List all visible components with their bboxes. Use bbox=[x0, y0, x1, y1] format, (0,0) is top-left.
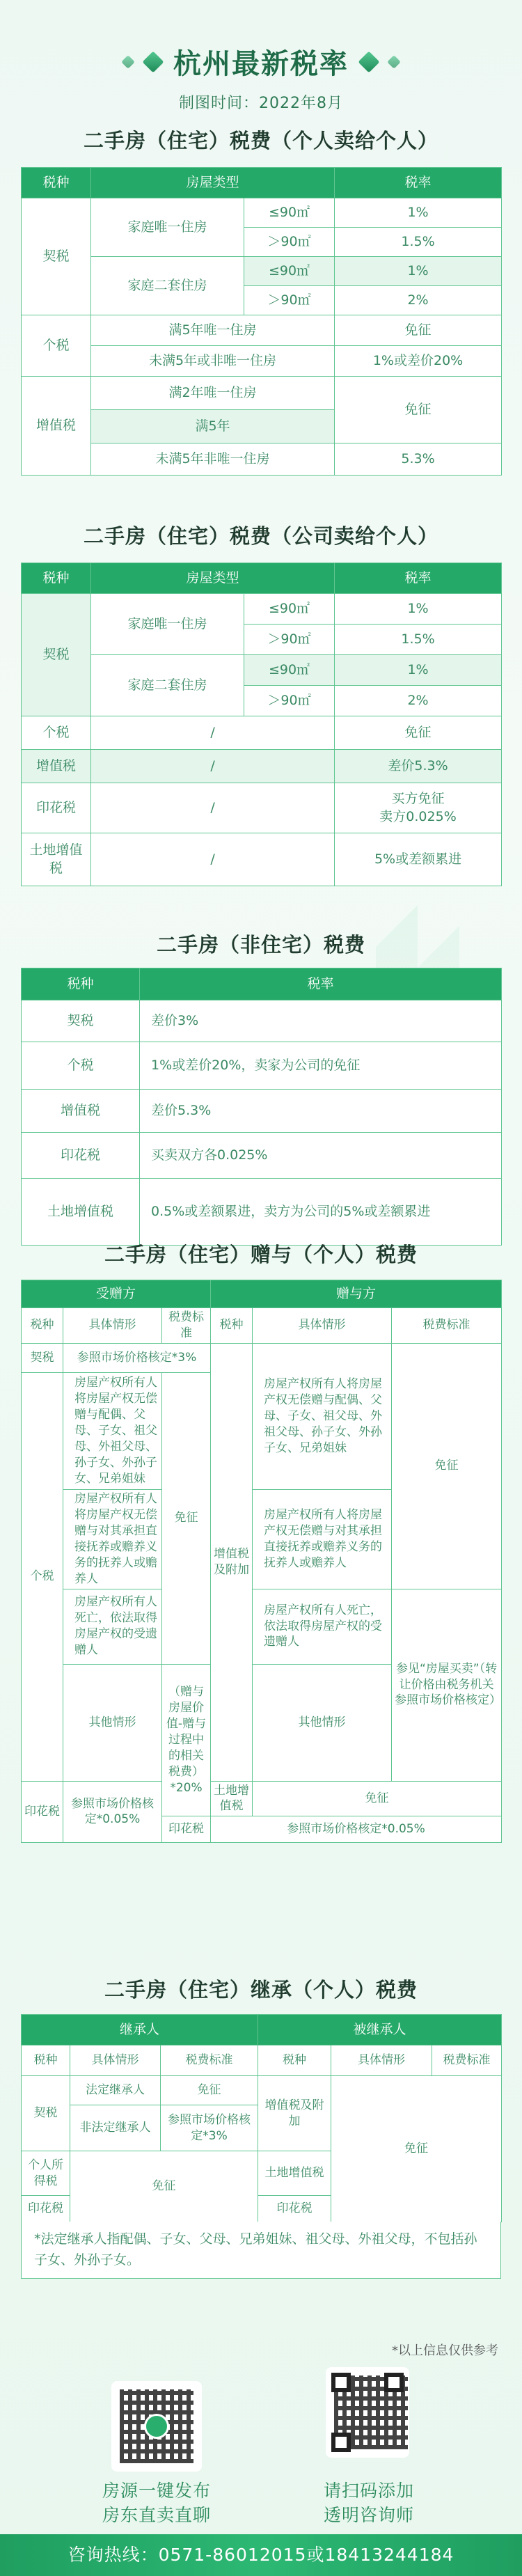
cell-rate: 免征 bbox=[392, 1343, 502, 1589]
cell-condition: / bbox=[91, 833, 335, 886]
th-situation: 具体情形 bbox=[253, 1308, 392, 1344]
cell-area: ≤90㎡ bbox=[244, 257, 335, 286]
inheritance-note: *法定继承人指配偶、子女、父母、兄弟姐妹、祖父母、外祖父母，不包括孙子女、外孙子女。 bbox=[21, 2222, 501, 2279]
table-non-residential bbox=[21, 968, 502, 1246]
table-gift bbox=[21, 1280, 502, 1843]
cell-area: ≤90㎡ bbox=[244, 655, 335, 686]
cell-rate: 参照市场价格核定*3% bbox=[63, 1343, 211, 1372]
cell-situation: 房屋产权所有人死亡，依法取得房屋产权的受遗赠人 bbox=[63, 1589, 162, 1664]
cell-rate: 1% bbox=[335, 655, 502, 686]
cell-income-tax: 个税 bbox=[22, 1042, 140, 1090]
cell-rate: 免征 bbox=[253, 1781, 502, 1816]
caption-line: 房东直卖直聊 bbox=[102, 2505, 211, 2525]
cell-income-tax: 个税 bbox=[22, 315, 91, 377]
cell-area: ≤90㎡ bbox=[244, 198, 335, 228]
cell-rate: 免征 bbox=[161, 2076, 258, 2105]
cell-condition: 满5年唯一住房 bbox=[91, 315, 335, 346]
cell-rate: 1.5% bbox=[335, 625, 502, 655]
section-title-5: 二手房（住宅）继承（个人）税费 bbox=[104, 1978, 418, 2002]
cell-situation: 房屋产权所有人将房屋产权无偿赠与对其承担直接抚养或赡养义务的抚养人或赡养人 bbox=[63, 1489, 162, 1589]
cell-situation: 房屋产权所有人死亡，依法取得房屋产权的受遗赠人 bbox=[253, 1589, 392, 1664]
cell-situation: 法定继承人 bbox=[70, 2076, 161, 2105]
cell-situation: 其他情形 bbox=[63, 1664, 162, 1781]
cell-rate: （赠与房屋价值-赠与过程中的相关税费）*20% bbox=[162, 1664, 211, 1816]
table-inheritance bbox=[21, 2014, 502, 2222]
cell-condition: 未满5年非唯一住房 bbox=[91, 443, 335, 476]
cell-condition: 满2年唯一住房 bbox=[91, 377, 335, 410]
table-personal-to-personal bbox=[21, 167, 502, 476]
th-deceased: 被继承人 bbox=[258, 2015, 502, 2045]
cell-land-vat: 土地增值税 bbox=[211, 1781, 253, 1816]
th-situation: 具体情形 bbox=[63, 1308, 162, 1344]
diamond-icon bbox=[121, 55, 135, 69]
cell-land-vat: 土地增值税 bbox=[22, 833, 91, 886]
cell-vat-surcharge: 增值税及附加 bbox=[211, 1343, 253, 1781]
section-title-4: 二手房（住宅）赠与（个人）税费 bbox=[104, 1243, 418, 1266]
th-standard: 税费标准 bbox=[162, 1308, 211, 1344]
cell-rate: 免征 bbox=[162, 1372, 211, 1664]
cell-income-tax: 个税 bbox=[22, 716, 91, 750]
cell-income-tax: 个税 bbox=[22, 1372, 63, 1781]
th-rate: 税率 bbox=[335, 168, 502, 198]
cell-rate: 差价5.3% bbox=[335, 750, 502, 783]
cell-rate: 1% bbox=[335, 257, 502, 286]
th-rate: 税率 bbox=[335, 563, 502, 594]
caption-line: 请扫码添加 bbox=[323, 2481, 414, 2501]
th-rate: 税率 bbox=[140, 968, 502, 1000]
cell-situation: 其他情形 bbox=[253, 1664, 392, 1781]
cell-stamp-tax: 印花税 bbox=[258, 2196, 331, 2222]
cell-condition: 未满5年或非唯一住房 bbox=[91, 346, 335, 377]
cell-condition: / bbox=[91, 783, 335, 833]
hotline-bar: 咨询热线：0571-86012015或18413244184 bbox=[0, 2534, 522, 2576]
th-situation: 具体情形 bbox=[331, 2045, 432, 2076]
table-company-to-personal bbox=[21, 563, 502, 886]
cell-rate: 5%或差额累进 bbox=[335, 833, 502, 886]
cell-situation: 房屋产权所有人将房屋产权无偿赠与配偶、父母、子女、祖父母、外祖父母、孙子女、外孙子女、兄弟姐妹 bbox=[253, 1343, 392, 1489]
cell-vat: 增值税 bbox=[22, 750, 91, 783]
qr-corner bbox=[331, 2433, 351, 2452]
cell-area: ＞90㎡ bbox=[244, 686, 335, 716]
diamond-icon bbox=[387, 55, 401, 69]
cell-vat: 增值税 bbox=[22, 1090, 140, 1133]
cell-stamp-tax: 印花税 bbox=[22, 783, 91, 833]
cell-stamp-tax: 印花税 bbox=[22, 2196, 70, 2222]
th-tax-type: 税种 bbox=[22, 968, 140, 1000]
cell-condition: / bbox=[91, 750, 335, 783]
cell-rate: 参照市场价格核定*0.05% bbox=[211, 1816, 502, 1843]
cell-condition: 满5年 bbox=[91, 410, 335, 443]
cell-income-tax: 个人所得税 bbox=[22, 2151, 70, 2196]
cell-only-home: 家庭唯一住房 bbox=[91, 198, 244, 257]
th-situation: 具体情形 bbox=[70, 2045, 161, 2076]
cell-rate: 免征 bbox=[335, 377, 502, 443]
cell-area: ＞90㎡ bbox=[244, 625, 335, 655]
section-title-2: 二手房（住宅）税费（公司卖给个人） bbox=[83, 524, 438, 548]
cell-rate: 参照市场价格核定*0.05% bbox=[63, 1781, 162, 1843]
diamond-icon bbox=[358, 51, 379, 72]
cell-only-home: 家庭唯一住房 bbox=[91, 594, 244, 655]
cell-rate: 免征 bbox=[335, 315, 502, 346]
th-standard: 税费标准 bbox=[161, 2045, 258, 2076]
footer-left-caption bbox=[52, 2479, 261, 2527]
cell-vat: 增值税 bbox=[22, 377, 91, 476]
page-title-text: 杭州最新税率 bbox=[173, 48, 349, 80]
cell-situation: 房屋产权所有人将房屋产权无偿赠与对其承担直接抚养或赡养义务的抚养人或赡养人 bbox=[253, 1489, 392, 1589]
cell-rate: 1%或差价20%，卖家为公司的免征 bbox=[140, 1042, 502, 1090]
cell-stamp-tax: 印花税 bbox=[22, 1781, 63, 1843]
cell-second-home: 家庭二套住房 bbox=[91, 257, 244, 315]
cell-rate: 免征 bbox=[331, 2076, 502, 2222]
chart-date: 制图时间：2022年8月 bbox=[179, 95, 343, 112]
qr-corner bbox=[384, 2373, 404, 2392]
cell-area: ≤90㎡ bbox=[244, 594, 335, 625]
cell-rate: 2% bbox=[335, 286, 502, 315]
cell-rate: 2% bbox=[335, 686, 502, 716]
cell-rate: 1.5% bbox=[335, 228, 502, 257]
cell-rate: 免征 bbox=[335, 716, 502, 750]
caption-line: 房源一键发布 bbox=[102, 2481, 211, 2501]
th-house-type: 房屋类型 bbox=[91, 168, 335, 198]
cell-deed-tax: 契税 bbox=[22, 1343, 63, 1372]
caption-line: 透明咨询师 bbox=[323, 2505, 414, 2525]
cell-rate: 买卖双方各0.025% bbox=[140, 1133, 502, 1179]
cell-rate: 买方免征 卖方0.025% bbox=[335, 783, 502, 833]
cell-rate: 差价5.3% bbox=[140, 1090, 502, 1133]
section-title-1: 二手房（住宅）税费（个人卖给个人） bbox=[83, 129, 438, 152]
th-tax-type: 税种 bbox=[211, 1308, 253, 1344]
cell-stamp-tax: 印花税 bbox=[162, 1816, 211, 1843]
th-recipient: 受赠方 bbox=[22, 1280, 211, 1308]
cell-land-vat: 土地增值税 bbox=[22, 1179, 140, 1246]
cell-rate: 5.3% bbox=[335, 443, 502, 476]
cell-rate: 0.5%或差额累进，卖方为公司的5%或差额累进 bbox=[140, 1179, 502, 1246]
th-tax-type: 税种 bbox=[22, 168, 91, 198]
qr-corner bbox=[331, 2373, 351, 2392]
th-tax-type: 税种 bbox=[22, 2045, 70, 2076]
cell-rate: 差价3% bbox=[140, 1000, 502, 1042]
cell-situation: 房屋产权所有人将房屋产权无偿赠与配偶、父母、子女、祖父母、外祖父母、孙子女、外孙子女、兄弟姐妹 bbox=[63, 1372, 162, 1489]
cell-rate: 免征 bbox=[70, 2151, 258, 2222]
cell-rate: 1% bbox=[335, 594, 502, 625]
th-house-type: 房屋类型 bbox=[91, 563, 335, 594]
cell-deed-tax: 契税 bbox=[22, 594, 91, 716]
cell-condition: / bbox=[91, 716, 335, 750]
logo-icon bbox=[144, 2414, 169, 2439]
cell-rate: 参见“房屋买卖”（转让价格由税务机关参照市场价格核定） bbox=[392, 1589, 502, 1781]
disclaimer: *以上信息仅供参考 bbox=[392, 2343, 498, 2358]
cell-deed-tax: 契税 bbox=[22, 2076, 70, 2151]
diamond-icon bbox=[142, 51, 164, 72]
th-heir: 继承人 bbox=[22, 2015, 258, 2045]
cell-rate: 1% bbox=[335, 198, 502, 228]
th-tax-type: 税种 bbox=[22, 1308, 63, 1344]
cell-area: ＞90㎡ bbox=[244, 286, 335, 315]
th-tax-type: 税种 bbox=[22, 563, 91, 594]
cell-stamp-tax: 印花税 bbox=[22, 1133, 140, 1179]
cell-situation: 非法定继承人 bbox=[70, 2105, 161, 2151]
cell-second-home: 家庭二套住房 bbox=[91, 655, 244, 716]
th-donor: 赠与方 bbox=[211, 1280, 502, 1308]
header bbox=[0, 42, 522, 113]
th-tax-type: 税种 bbox=[258, 2045, 331, 2076]
footer-right-caption bbox=[264, 2479, 473, 2527]
cell-rate: 参照市场价格核定*3% bbox=[161, 2105, 258, 2151]
cell-deed-tax: 契税 bbox=[22, 198, 91, 315]
cell-land-vat: 土地增值税 bbox=[258, 2151, 331, 2196]
page-title bbox=[123, 42, 399, 81]
qr-code-right[interactable] bbox=[326, 2367, 409, 2458]
cell-deed-tax: 契税 bbox=[22, 1000, 140, 1042]
th-standard: 税费标准 bbox=[432, 2045, 502, 2076]
cell-vat-surcharge: 增值税及附加 bbox=[258, 2076, 331, 2151]
th-standard: 税费标准 bbox=[392, 1308, 502, 1344]
section-title-3: 二手房（非住宅）税费 bbox=[156, 933, 365, 957]
cell-rate: 1%或差价20% bbox=[335, 346, 502, 377]
cell-area: ＞90㎡ bbox=[244, 228, 335, 257]
qr-code-left[interactable] bbox=[111, 2381, 202, 2472]
